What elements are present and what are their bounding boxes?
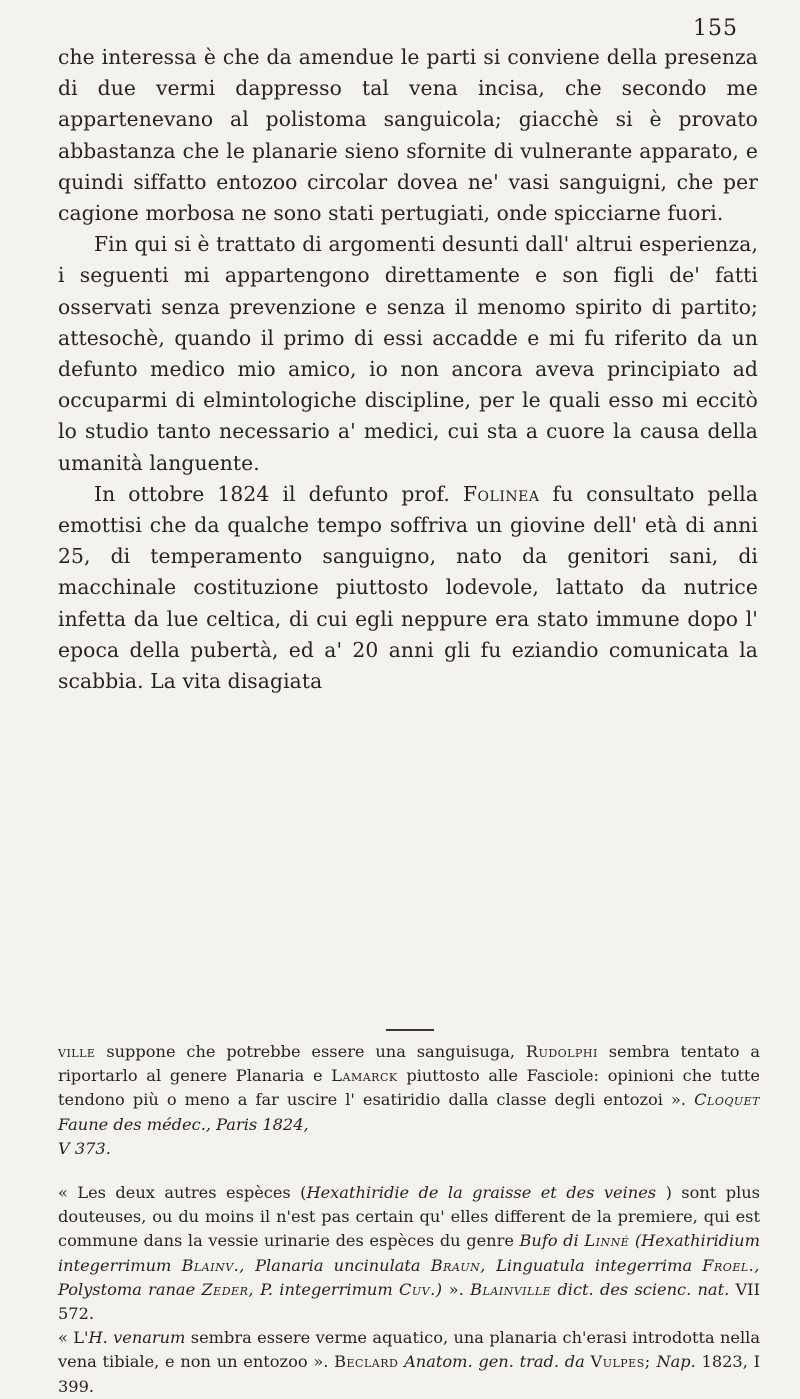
fn1-ref-author: Cloquet bbox=[694, 1090, 760, 1110]
fn2-genus: Bufo di bbox=[519, 1231, 579, 1251]
paragraph-3-text-b: fu consultato pella emottisi che da qualche tempo soffriva un giovine dell' età di anni 25, di temperamento sanguigno, nato da genitori sani, di macchinale costituzione piuttosto lodevole, lattato da nutrice infetta da lue celtica, di cui egli neppure era stato immune dopo l' epoca della pubertà, ed a' 20 anni gli fu eziandio comunicata la scabbia. La vita disagiata bbox=[58, 481, 759, 694]
fn2-open: « Les deux autres espèces ( bbox=[58, 1183, 307, 1203]
fn1-name-rudolphi: Rudolphi bbox=[525, 1042, 598, 1061]
fn3-text-1: sembra essere verme aquatico, una planaria ch'erasi introdotta nella vena tibiale, e non un entozoo ». bbox=[58, 1328, 760, 1372]
fn2-blainv: Blainv., bbox=[181, 1255, 245, 1275]
fn1-text-1: suppone che potrebbe essere una sanguisuga, bbox=[106, 1042, 515, 1061]
fn1-ref-vol: V 373. bbox=[58, 1138, 111, 1158]
fn1-text-3: piuttosto alle Fasciole: opinioni che tutte tendono più o meno a far uscire l' esatiridio dalla classe degli entozoi ». bbox=[58, 1066, 760, 1110]
fn2-ref-author: Blainville bbox=[470, 1279, 552, 1299]
fn2-text-1: ) sont plus douteuses, ou du moins il n'est pas certain qu' elles different de la premiere, qui est commune dans la vessie urinarie des espèces du genre bbox=[58, 1183, 760, 1251]
footnotes bbox=[58, 1040, 760, 1399]
fn1-word: ville bbox=[58, 1042, 96, 1061]
main-text bbox=[58, 42, 758, 697]
fn2-species-5: Polystoma ranae bbox=[58, 1279, 196, 1299]
fn2-froel: Froel., bbox=[702, 1255, 760, 1275]
fn1-ref-title: Faune des médec., bbox=[58, 1114, 211, 1134]
fn1-text-2: sembra tentato a riportarlo al genere Planaria e bbox=[58, 1042, 760, 1086]
fn3-title: H. venarum bbox=[88, 1328, 186, 1348]
fn2-species-1: Hexathiridie de la graisse et des veines bbox=[306, 1183, 657, 1203]
fn2-cuv: Cuv.) bbox=[398, 1279, 443, 1299]
fn2-species-3: Planaria uncinulata bbox=[255, 1255, 421, 1275]
fn2-linne: Linné bbox=[584, 1231, 630, 1251]
footnote-1 bbox=[58, 1040, 760, 1161]
footnote-3 bbox=[58, 1326, 760, 1399]
page-number: 155 bbox=[693, 16, 738, 41]
fn3-ref-title: Anatom. gen. trad. da bbox=[404, 1352, 585, 1372]
paragraph-3 bbox=[58, 479, 758, 697]
fn3-ref-translator: Vulpes; bbox=[590, 1352, 651, 1372]
fn3-ref-author: Beclard bbox=[334, 1352, 399, 1372]
fn2-species-4: Linguatula integerrima bbox=[496, 1255, 693, 1275]
fn3-ref-vol: 1823, I 399. bbox=[58, 1352, 760, 1396]
fn2-zeder: Zeder, bbox=[201, 1279, 254, 1299]
author-name-folinea: Folinea bbox=[462, 481, 540, 506]
fn2-close: ». bbox=[448, 1279, 464, 1299]
footnote-separator bbox=[386, 1029, 434, 1031]
paragraph-2: Fin qui si è trattato di argomenti desunti dall' altrui esperienza, i seguenti mi appartengono direttamente e son figli de' fatti osservati senza prevenzione e senza il menomo spirito di partito; attesochè, quando il primo di essi accadde e mi fu riferito da un defunto medico mio amico, io non ancora aveva principiato ad occuparmi di elmintologiche discipline, per le quali esso mi eccitò lo studio tanto necessario a' medici, cui sta a cuore la causa della umanità languente. bbox=[58, 232, 758, 475]
paragraph-3-text-a: In ottobre 1824 il defunto prof. bbox=[94, 481, 450, 506]
fn1-ref-place: Paris 1824, bbox=[216, 1114, 309, 1134]
fn2-braun: Braun, bbox=[430, 1255, 486, 1275]
fn2-species-6: P. integerrimum bbox=[260, 1279, 393, 1299]
fn2-ref-title: dict. des scienc. nat. bbox=[557, 1279, 730, 1299]
fn2-species-2: (Hexathiridium integerrimum bbox=[58, 1231, 760, 1275]
fn3-ref-place: Nap. bbox=[656, 1352, 696, 1372]
fn3-open: « L' bbox=[58, 1328, 89, 1348]
fn2-ref-vol: VII 572. bbox=[58, 1279, 760, 1324]
paragraph-1: che interessa è che da amendue le parti si conviene della presenza di due vermi dappresso tal vena incisa, che secondo me appartenevano al polistoma sanguicola; giacchè si è provato abbastanza che le planarie sieno sfornite di vulnerante apparato, e quindi siffatto entozoo circolar dovea ne' vasi sanguigni, che per cagione morbosa ne sono stati pertugiati, onde spicciarne fuori. bbox=[58, 45, 758, 226]
footnote-2 bbox=[58, 1181, 760, 1326]
fn1-name-lamarck: Lamarck bbox=[331, 1066, 398, 1086]
